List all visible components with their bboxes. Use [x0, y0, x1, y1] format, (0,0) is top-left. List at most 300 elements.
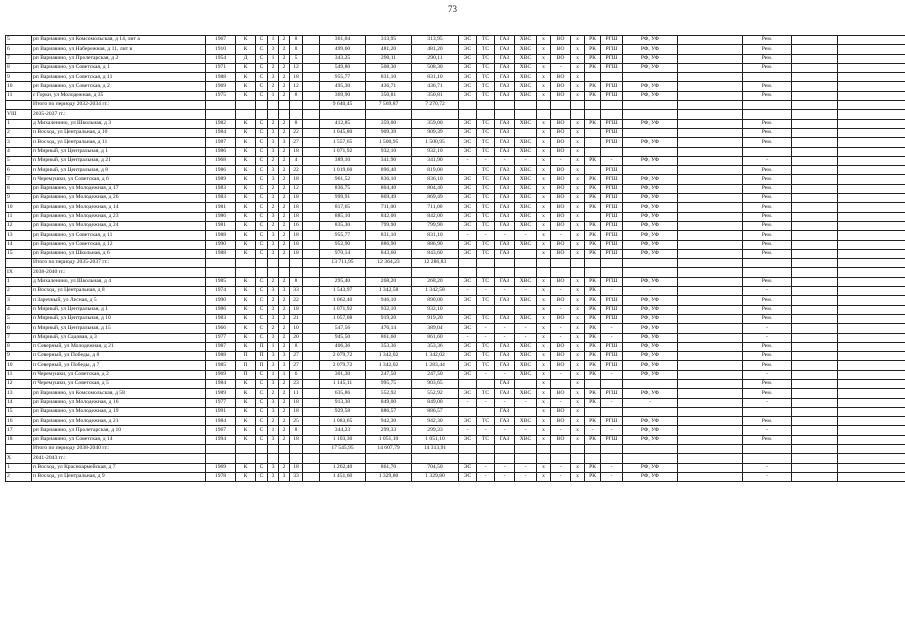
table-cell [838, 398, 905, 407]
table-cell: 290,11 [366, 54, 412, 63]
table-cell [792, 426, 838, 435]
table-cell: С [256, 277, 268, 286]
table-cell: 2038-2040 гг.: [32, 268, 206, 277]
table-cell: ЭС [459, 249, 477, 258]
table-cell [268, 445, 279, 454]
table-cell [838, 435, 905, 444]
table-cell [792, 128, 838, 137]
table-cell [743, 454, 792, 463]
table-cell: 350,81 [366, 91, 412, 100]
table-cell: К [236, 296, 256, 305]
table-cell [585, 212, 601, 221]
table-cell: 389,10 [320, 156, 366, 165]
table-cell [792, 240, 838, 249]
table-cell: РГШ [601, 221, 623, 230]
table-cell: 16 [6, 417, 32, 426]
table-cell: 9 [6, 194, 32, 203]
table-cell: - [477, 463, 495, 472]
table-cell: К [236, 73, 256, 82]
table-cell: - [601, 426, 623, 435]
table-cell: - [495, 472, 515, 481]
table-cell [303, 435, 320, 444]
table-cell [303, 352, 320, 361]
table-cell [838, 454, 905, 463]
table-cell: К [236, 184, 256, 193]
table-cell: 5 [6, 36, 32, 45]
table-cell: х [571, 305, 585, 314]
table-row [6, 194, 905, 203]
table-cell: РГШ [601, 249, 623, 258]
table-cell: П [256, 361, 268, 370]
table-cell: ГАЗ [495, 296, 515, 305]
table-cell: 3 [268, 287, 279, 296]
table-cell: - [495, 324, 515, 333]
table-cell: ТС [477, 352, 495, 361]
table-cell: ГАЗ [495, 175, 515, 184]
table-row [6, 287, 905, 296]
table-cell [743, 407, 792, 416]
table-cell: х [537, 45, 551, 54]
table-cell: П [236, 352, 256, 361]
table-cell: 3 [279, 138, 290, 147]
table-cell: 836,10 [412, 175, 459, 184]
table-cell: - [551, 305, 571, 314]
table-cell [838, 240, 905, 249]
table-row [6, 296, 905, 305]
table-cell: 18 [290, 407, 303, 416]
table-cell: х [571, 73, 585, 82]
table-cell [678, 119, 743, 128]
table-cell [623, 454, 678, 463]
table-cell: С [256, 240, 268, 249]
table-cell: С [256, 73, 268, 82]
table-row [6, 110, 905, 119]
table-cell: 1954 [206, 54, 236, 63]
table-cell [495, 445, 515, 454]
table-cell [792, 156, 838, 165]
table-cell [477, 379, 495, 388]
table-cell: РК [585, 194, 601, 203]
table-cell: РФ, УФ [623, 435, 678, 444]
table-cell: К [236, 435, 256, 444]
table-cell [623, 101, 678, 110]
table-cell: ГАЗ [495, 166, 515, 175]
table-cell: 843,60 [366, 249, 412, 258]
table-cell: 804,40 [366, 184, 412, 193]
table-cell: 389,04 [412, 324, 459, 333]
table-cell: 10 [6, 82, 32, 91]
table-cell: п Мирный, ул Садовая, д 3 [32, 333, 206, 342]
table-cell [678, 36, 743, 45]
table-cell: С [256, 435, 268, 444]
table-cell: 1985 [206, 277, 236, 286]
table-cell [303, 314, 320, 323]
table-cell: 2 [279, 277, 290, 286]
table-cell: ВО [551, 389, 571, 398]
table-cell [678, 128, 743, 137]
table-cell: п Мирный, ул Центральная, д 10 [32, 314, 206, 323]
table-cell [290, 445, 303, 454]
table-cell: РГШ [601, 184, 623, 193]
table-cell: С [256, 166, 268, 175]
table-cell [792, 370, 838, 379]
table-cell: ТС [477, 184, 495, 193]
table-cell: 18 [290, 194, 303, 203]
table-cell: РК [585, 203, 601, 212]
table-cell [678, 472, 743, 481]
table-cell: 3 [268, 147, 279, 156]
table-cell: 8 [6, 342, 32, 351]
table-cell: 359,00 [412, 119, 459, 128]
table-cell: К [236, 82, 256, 91]
table-cell [838, 259, 905, 268]
table-cell: ТС [477, 36, 495, 45]
table-cell: ГАЗ [495, 63, 515, 72]
table-cell: ЭС [459, 73, 477, 82]
table-cell: РФ, УФ [623, 370, 678, 379]
table-cell: 1984 [206, 417, 236, 426]
table-cell: 1987 [206, 138, 236, 147]
table-cell: С [256, 221, 268, 230]
table-cell: - [551, 333, 571, 342]
table-cell: 18 [290, 249, 303, 258]
table-cell: п Северный, ул Молодежная, д 21 [32, 342, 206, 351]
table-cell: 1 557,65 [320, 138, 366, 147]
table-cell: - [495, 370, 515, 379]
table-cell [792, 324, 838, 333]
table-cell: рп Варнавино, ул Советская, д 14 [32, 435, 206, 444]
table-cell: 21 [290, 314, 303, 323]
table-cell: п Восход, ул Центральная, д 11 [32, 138, 206, 147]
table-cell: РГШ [601, 296, 623, 305]
table-cell [515, 454, 537, 463]
table-cell: рп Варнавино, ул Молодежная, д 19 [32, 407, 206, 416]
table-cell: РГШ [601, 231, 623, 240]
table-cell [303, 166, 320, 175]
table-cell: Рем. [743, 194, 792, 203]
table-cell [792, 166, 838, 175]
table-cell: К [236, 194, 256, 203]
table-cell: 3 [268, 45, 279, 54]
table-cell: - [551, 156, 571, 165]
table-cell: РК [585, 296, 601, 305]
table-cell [792, 73, 838, 82]
table-cell: 635,86 [320, 389, 366, 398]
table-cell: 8 [290, 91, 303, 100]
table-cell [838, 45, 905, 54]
table-cell: РК [585, 249, 601, 258]
table-cell: К [236, 212, 256, 221]
table-cell [792, 147, 838, 156]
table-cell: ХВС [515, 138, 537, 147]
table-cell: 3 [268, 231, 279, 240]
table-cell: рп Варнавино, ул Молодежная, д 17 [32, 184, 206, 193]
table-cell [459, 445, 477, 454]
table-cell [678, 101, 743, 110]
table-cell: 1978 [206, 472, 236, 481]
table-cell: 1969 [206, 82, 236, 91]
table-row [6, 379, 905, 388]
table-cell: - [459, 231, 477, 240]
table-cell: 11 [6, 91, 32, 100]
table-cell: 2 [268, 184, 279, 193]
table-cell [792, 36, 838, 45]
table-cell [515, 249, 537, 258]
table-cell: - [495, 333, 515, 342]
table-cell: 3 [268, 249, 279, 258]
table-cell: 2 [279, 398, 290, 407]
table-cell [792, 194, 838, 203]
table-cell: Рем. [743, 138, 792, 147]
table-cell: 2 [279, 54, 290, 63]
table-cell: 1981 [206, 221, 236, 230]
table-cell: 18 [290, 435, 303, 444]
table-cell: х [571, 63, 585, 72]
table-cell: 33 [290, 287, 303, 296]
table-cell [838, 128, 905, 137]
table-cell [601, 110, 623, 119]
table-cell: ХВС [515, 119, 537, 128]
table-cell [678, 45, 743, 54]
table-cell [585, 166, 601, 175]
table-row [6, 82, 905, 91]
table-cell: 499,60 [320, 45, 366, 54]
table-cell: 1 [6, 119, 32, 128]
table-row [6, 445, 905, 454]
table-cell: 436,71 [412, 82, 459, 91]
table-cell: ХВС [515, 73, 537, 82]
table-cell: 18 [290, 212, 303, 221]
table-cell [792, 435, 838, 444]
table-cell: ВО [551, 407, 571, 416]
table-cell [838, 463, 905, 472]
table-cell: С [256, 147, 268, 156]
table-cell: Рем. [743, 212, 792, 221]
table-cell: 1986 [206, 166, 236, 175]
table-cell: х [537, 370, 551, 379]
table-cell: ГАЗ [495, 361, 515, 370]
table-cell: ГАЗ [495, 435, 515, 444]
table-cell [537, 454, 551, 463]
table-cell: ВО [551, 128, 571, 137]
table-cell: х [537, 54, 551, 63]
table-cell: ВО [551, 221, 571, 230]
table-cell: 909,39 [366, 128, 412, 137]
table-cell [366, 268, 412, 277]
table-cell: рп Варнавино, ул Советская, д 11 [32, 73, 206, 82]
table-cell: С [256, 203, 268, 212]
table-cell: ХВС [515, 91, 537, 100]
table-cell [236, 110, 256, 119]
table-cell: РК [585, 333, 601, 342]
table-cell [366, 110, 412, 119]
table-cell: 1994 [206, 435, 236, 444]
table-cell: 835,30 [320, 221, 366, 230]
table-cell: РГШ [601, 82, 623, 91]
table-cell: х [537, 417, 551, 426]
table-cell: С [256, 63, 268, 72]
table-cell [303, 91, 320, 100]
table-cell: ВО [551, 417, 571, 426]
table-cell: 2 [279, 212, 290, 221]
table-cell: х [537, 296, 551, 305]
table-cell: х [571, 221, 585, 230]
table-cell: 2 [279, 379, 290, 388]
table-cell: х [571, 333, 585, 342]
table-cell [792, 175, 838, 184]
table-cell: РФ, УФ [623, 240, 678, 249]
table-cell: 6 [6, 45, 32, 54]
table-cell: 3 [268, 463, 279, 472]
table-cell: 14 607,79 [366, 445, 412, 454]
table-cell [303, 194, 320, 203]
table-cell: д Михаленино, ул Школьная, д 4 [32, 277, 206, 286]
table-cell: К [236, 156, 256, 165]
table-cell [236, 454, 256, 463]
table-cell: - [601, 370, 623, 379]
table-cell [792, 277, 838, 286]
table-cell: К [236, 147, 256, 156]
table-cell: РК [585, 417, 601, 426]
table-cell: 2 [279, 305, 290, 314]
table-cell: ВО [551, 435, 571, 444]
table-cell: РФ, УФ [623, 463, 678, 472]
table-cell [571, 101, 585, 110]
table-cell [743, 101, 792, 110]
table-cell: 3 [268, 138, 279, 147]
table-cell [838, 212, 905, 221]
table-cell [792, 54, 838, 63]
table-cell: Итого по периоду 2038-2040 гг.: [32, 445, 206, 454]
table-cell [678, 305, 743, 314]
table-cell: 18 [290, 73, 303, 82]
table-cell: - [601, 324, 623, 333]
table-cell: 2 [279, 203, 290, 212]
table-cell: РФ, УФ [623, 91, 678, 100]
table-cell: 3 [268, 240, 279, 249]
table-cell: Рем. [743, 221, 792, 230]
table-row [6, 45, 905, 54]
table-cell: х [537, 426, 551, 435]
table-cell: К [236, 128, 256, 137]
table-cell: РФ, УФ [623, 54, 678, 63]
table-row [6, 63, 905, 72]
table-cell: х [537, 36, 551, 45]
table-cell: 3 [268, 175, 279, 184]
table-cell: - [551, 398, 571, 407]
table-cell [838, 63, 905, 72]
table-cell: К [236, 389, 256, 398]
table-cell: ХВС [515, 370, 537, 379]
table-cell: РК [585, 324, 601, 333]
table-cell [495, 259, 515, 268]
table-cell: 1 071,92 [320, 305, 366, 314]
table-row [6, 147, 905, 156]
table-cell: К [236, 342, 256, 351]
table-cell: ТС [477, 212, 495, 221]
table-cell [838, 73, 905, 82]
table-row [6, 407, 905, 416]
table-row [6, 221, 905, 230]
table-cell: РГШ [601, 361, 623, 370]
table-cell: 3 [268, 407, 279, 416]
table-cell [792, 417, 838, 426]
table-cell: ХВС [515, 212, 537, 221]
table-cell: РК [585, 472, 601, 481]
table-cell [256, 454, 268, 463]
table-cell [838, 445, 905, 454]
table-cell [279, 445, 290, 454]
table-cell: ГАЗ [495, 314, 515, 323]
table-cell: х [571, 407, 585, 416]
table-cell: С [256, 36, 268, 45]
table-cell [495, 305, 515, 314]
table-cell: 1983 [206, 194, 236, 203]
table-cell: 2 [279, 463, 290, 472]
table-cell [678, 333, 743, 342]
table-cell: С [256, 175, 268, 184]
table-cell: 15 [6, 249, 32, 258]
table-cell [279, 454, 290, 463]
table-cell [290, 110, 303, 119]
table-cell: ГАЗ [495, 119, 515, 128]
table-cell [303, 147, 320, 156]
table-cell: РФ, УФ [623, 389, 678, 398]
table-cell: 970,14 [320, 249, 366, 258]
table-cell: К [236, 398, 256, 407]
table-cell [495, 101, 515, 110]
table-cell: х [571, 277, 585, 286]
table-cell [303, 361, 320, 370]
table-cell: РК [585, 221, 601, 230]
table-cell: 2 [268, 296, 279, 305]
table-cell: 861,70 [366, 463, 412, 472]
table-cell: ГАЗ [495, 342, 515, 351]
table-cell: п Восход, ул Центральная, д 10 [32, 128, 206, 137]
table-cell [585, 110, 601, 119]
table-cell [537, 445, 551, 454]
table-cell [838, 156, 905, 165]
table-cell: К [236, 231, 256, 240]
table-cell [303, 389, 320, 398]
table-cell: 552,92 [412, 389, 459, 398]
table-cell [678, 63, 743, 72]
table-cell: К [236, 203, 256, 212]
table-cell: 1 071,92 [320, 147, 366, 156]
table-cell [303, 342, 320, 351]
table-cell [792, 231, 838, 240]
table-cell: 2 [268, 324, 279, 333]
table-cell: РФ, УФ [623, 314, 678, 323]
table-cell: 2 [279, 119, 290, 128]
table-cell: п Восход, ул Центральная, д 8 [32, 287, 206, 296]
table-cell [256, 101, 268, 110]
table-cell: ГАЗ [495, 138, 515, 147]
table-cell: - [743, 472, 792, 481]
table-cell: Рем. [743, 342, 792, 351]
table-cell: РФ, УФ [623, 231, 678, 240]
table-cell: РГШ [601, 54, 623, 63]
table-cell: РГШ [601, 63, 623, 72]
table-cell: РГШ [601, 417, 623, 426]
table-cell [838, 417, 905, 426]
table-cell: 16 [290, 221, 303, 230]
table-cell: ВО [551, 352, 571, 361]
table-row [6, 342, 905, 351]
table-cell: РГШ [601, 203, 623, 212]
table-cell: ВО [551, 212, 571, 221]
table-cell: 8 [290, 45, 303, 54]
